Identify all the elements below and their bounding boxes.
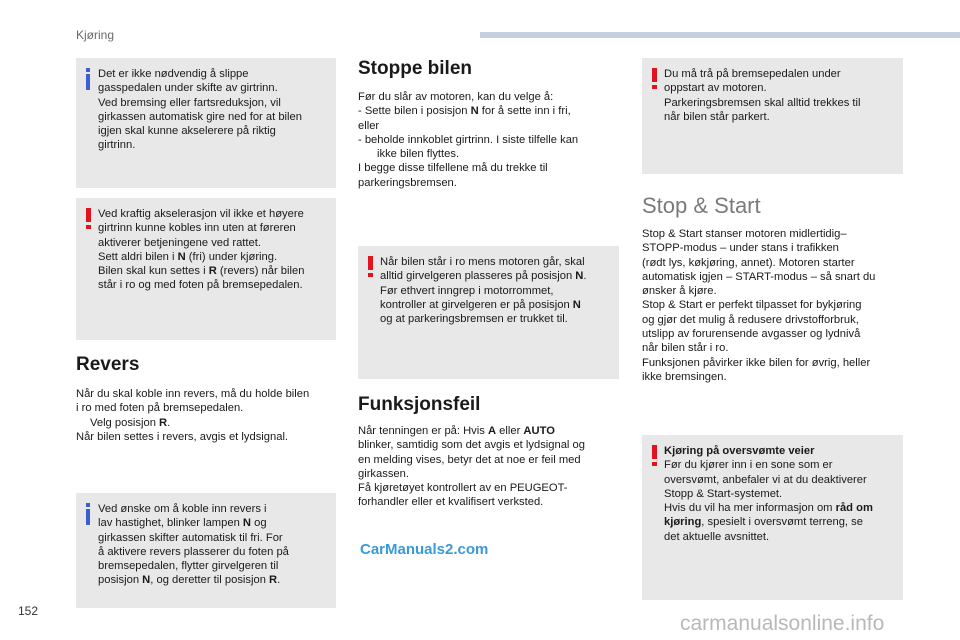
- text-line: girkassen automatisk gire ned for at bilen: [98, 110, 302, 123]
- text-line: Før ethvert inngrep i motorrommet,: [380, 284, 554, 297]
- text-line: Bilen skal kun settes i R (revers) når bilen: [98, 265, 305, 278]
- text-line: gasspedalen under skifte av girtrinn.: [98, 82, 278, 95]
- text-line: Stop & Start er perfekt tilpasset for bykjøring: [642, 299, 862, 312]
- text-line: Når bilen settes i revers, avgis et lydsignal.: [76, 430, 289, 443]
- text-line: og at parkeringsbremsen er trukket til.: [380, 313, 568, 326]
- text-line: Ved ønske om å koble inn revers i: [98, 503, 267, 515]
- warning-icon: [368, 256, 373, 270]
- text-line: ønsker å kjøre.: [642, 285, 717, 298]
- text-line: Funksjonen påvirker ikke bilen for øvrig, heller: [642, 356, 871, 369]
- chapter-title: Kjøring: [76, 28, 115, 42]
- text-line: girkassen.: [358, 467, 409, 480]
- warning-box-stationary: [358, 246, 619, 379]
- section-title-funksjonsfeil: Funksjonsfeil: [358, 394, 481, 415]
- text-line: kjøring, spesielt i oversvømt terreng, se: [664, 516, 863, 529]
- funksjonsfeil-body: [358, 424, 585, 510]
- text-line: Før du slår av motoren, kan du velge å:: [358, 91, 554, 103]
- text-line: girtrinn.: [98, 139, 136, 152]
- text-line: (rødt lys, køkjøring, annet). Motoren starter: [642, 256, 855, 269]
- watermark-carmanualsonline: carmanualsonline.info: [680, 612, 885, 635]
- text-line: Når tenningen er på: Hvis A eller AUTO: [358, 425, 555, 437]
- text-line: Ved kraftig akselerasjon vil ikke et høyere: [98, 208, 304, 220]
- warning-icon: [652, 445, 657, 459]
- text-line: - Sette bilen i posisjon N for å sette inn i fri,: [358, 105, 571, 118]
- text-line: bremsepedalen, flytter girvelgeren til: [98, 560, 279, 573]
- text-line: ikke bremsingen.: [642, 370, 727, 383]
- text-line: posisjon N, og deretter til posisjon R.: [98, 574, 281, 587]
- warning-icon: [652, 68, 657, 82]
- text-line: girtrinn kunne kobles inn uten at føreren: [98, 222, 296, 235]
- text-line: Hvis du vil ha mer informasjon om råd om: [664, 502, 873, 515]
- text-line: oversvømt, anbefaler vi at du deaktiverer: [664, 473, 867, 486]
- stop-start-body: [642, 227, 875, 384]
- text-line: lav hastighet, blinker lampen N og: [98, 517, 267, 530]
- warning-icon: [86, 208, 91, 222]
- text-line: alltid girvelgeren plasseres på posisjon N.: [380, 270, 587, 283]
- text-line: og gjør det mulig å redusere drivstofforbruk,: [642, 313, 859, 326]
- text-line: Det er ikke nødvendig å slippe: [98, 68, 249, 80]
- text-line: Stopp & Start-systemet.: [664, 487, 783, 500]
- warning-box-flooded-roads: [642, 435, 903, 600]
- text-line: ikke bilen flyttes.: [377, 148, 460, 161]
- text-line: - beholde innkoblet girtrinn. I siste tilfelle kan: [358, 133, 579, 146]
- text-line: igjen skal kunne akselerere på riktig: [98, 125, 276, 138]
- stoppe-body: [358, 90, 578, 190]
- warning-box-brake: [642, 58, 903, 174]
- text-line: Parkeringsbremsen skal alltid trekkes til: [664, 96, 861, 109]
- text-line: Ved bremsing eller fartsreduksjon, vil: [98, 96, 281, 109]
- text-line: står i ro og med foten på bremsepedalen.: [98, 279, 303, 292]
- text-line: parkeringsbremsen.: [358, 176, 457, 189]
- text-line: en melding vises, betyr det at noe er feil med: [358, 453, 581, 466]
- text-line: Sett aldri bilen i N (fri) under kjøring.: [98, 250, 278, 263]
- box-heading: Kjøring på oversvømte veier: [664, 445, 815, 457]
- text-line: kontroller at girvelgeren er på posisjon N: [380, 298, 581, 311]
- text-line: oppstart av motoren.: [664, 82, 767, 95]
- text-line: det aktuelle avsnittet.: [664, 530, 770, 543]
- section-title-stop-start: Stop & Start: [642, 193, 761, 218]
- text-line: girkassen skifter automatisk til fri. For: [98, 531, 283, 544]
- text-line: eller: [358, 119, 380, 132]
- text-line: Få kjøretøyet kontrollert av en PEUGEOT-: [358, 482, 568, 495]
- text-line: forhandler eller et kvalifisert verksted.: [358, 496, 544, 509]
- warning-box-acceleration: [76, 198, 336, 340]
- text-line: STOPP-modus – under stans i trafikken: [642, 242, 839, 255]
- revers-body: [76, 387, 309, 444]
- info-icon: [86, 74, 90, 90]
- info-icon: [86, 509, 90, 525]
- text-line: I begge disse tilfellene må du trekke til: [358, 162, 548, 175]
- text-line: når bilen står i ro.: [642, 342, 729, 355]
- text-line: Når bilen står i ro mens motoren går, skal: [380, 256, 585, 268]
- info-box-gear-shift: [76, 58, 336, 188]
- page-number: 152: [18, 604, 39, 618]
- info-box-revers: [76, 493, 336, 608]
- text-line: Velg posisjon R.: [90, 416, 171, 429]
- watermark-carmanuals: CarManuals2.com: [360, 541, 489, 558]
- text-line: automatisk igjen – START-modus – så snart du: [642, 270, 876, 283]
- section-title-revers: Revers: [76, 354, 140, 375]
- header-bar: [480, 32, 960, 38]
- text-line: Du må trå på bremsepedalen under: [664, 68, 841, 80]
- text-line: i ro med foten på bremsepedalen.: [76, 402, 244, 415]
- text-line: utslipp av forurensende avgasser og lydnivå: [642, 328, 861, 341]
- text-line: Stop & Start stanser motoren midlertidig–: [642, 228, 847, 240]
- text-line: Før du kjører inn i en sone som er: [664, 459, 833, 472]
- text-line: Når du skal koble inn revers, må du holde bilen: [76, 388, 310, 400]
- text-line: når bilen står parkert.: [664, 110, 770, 123]
- text-line: blinker, samtidig som det avgis et lydsignal og: [358, 439, 585, 452]
- section-title-stoppe-bilen: Stoppe bilen: [358, 58, 472, 79]
- text-line: aktiverer betjeningene ved rattet.: [98, 236, 261, 249]
- text-line: å aktivere revers plasserer du foten på: [98, 545, 289, 558]
